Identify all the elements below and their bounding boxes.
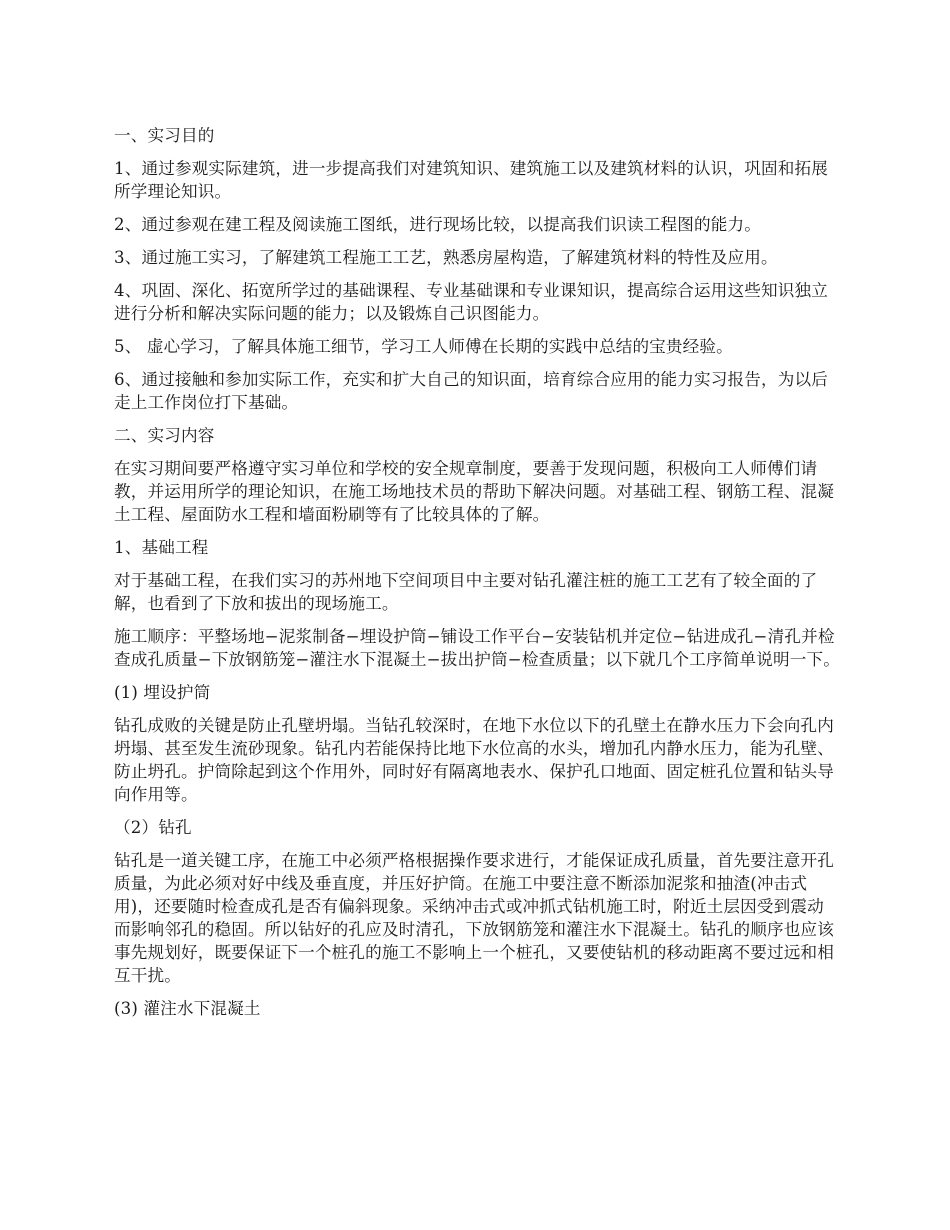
foundation-paragraph: 对于基础工程，在我们实习的苏州地下空间项目中主要对钻孔灌注桩的施工工艺有了较全面的了解，也看到了下放和拔出的现场施工。: [114, 571, 818, 613]
document-body: [114, 124, 840, 1030]
section-heading-purpose: 一、实习目的: [114, 126, 215, 145]
construction-sequence-paragraph: 施工顺序：平整场地−泥浆制备−埋设护筒−铺设工作平台−安装钻机并定位−钻进成孔−清孔并检查成孔质量−下放钢筋笼−灌注水下混凝土−拔出护筒−检查质量；以下就几个工序简单说明一下。: [114, 627, 840, 669]
casing-paragraph: 钻孔成败的关键是防止孔壁坍塌。当钻孔较深时，在地下水位以下的孔壁土在静水压力下会向孔内坍塌、甚至发生流砂现象。钻孔内若能保持比地下水位高的水头，增加孔内静水压力，能为孔壁、防止坍孔。护筒除起到这个作用外，同时好有隔离地表水、保护孔口地面、固定桩孔位置和钻头导向作用等。: [114, 716, 834, 804]
purpose-item-1: 1、通过参观实际建筑，进一步提高我们对建筑知识、建筑施工以及建筑材料的认识，巩固和拓展所学理论知识。: [114, 159, 828, 201]
purpose-item-3: 3、通过施工实习，了解建筑工程施工工艺，熟悉房屋构造，了解建筑材料的特性及应用。: [114, 248, 778, 267]
subheading-foundation: 1、基础工程: [114, 538, 209, 557]
purpose-item-5: 5、 虚心学习，了解具体施工细节，学习工人师傅在长期的实践中总结的宝贵经验。: [114, 337, 733, 356]
subheading-drilling: （2）钻孔: [114, 818, 192, 837]
purpose-item-2: 2、通过参观在建工程及阅读施工图纸，进行现场比较，以提高我们识读工程图的能力。: [114, 215, 761, 234]
purpose-item-4: 4、巩固、深化、拓宽所学过的基础课程、专业基础课和专业课知识，提高综合运用这些知识独立进行分析和解决实际问题的能力；以及锻炼自己识图能力。: [114, 281, 828, 323]
drilling-paragraph: 钻孔是一道关键工序，在施工中必须严格根据操作要求进行，才能保证成孔质量，首先要注意开孔质量，为此必须对好中线及垂直度，并压好护筒。在施工中要注意不断添加泥浆和抽渣(冲击式用)，还要随时检查成孔是否有偏斜现象。采纳冲击式或冲抓式钻机施工时，附近土层因受到震动而影响邻孔的稳固。所以钻好的孔应及时清孔，下放钢筋笼和灌注水下混凝土。钻孔的顺序也应该事先规划好，既要保证下一个桩孔的施工不影响上一个桩孔，又要使钻机的移动距离不要过远和相互干扰。: [114, 851, 834, 985]
subheading-concrete: (3) 灌注水下混凝土: [114, 999, 261, 1018]
subheading-casing: (1) 埋设护筒: [114, 683, 211, 702]
purpose-item-6: 6、通过接触和参加实际工作，充实和扩大自己的知识面，培育综合应用的能力实习报告，为以后走上工作岗位打下基础。: [114, 370, 828, 412]
section-heading-content: 二、实习内容: [114, 426, 215, 445]
content-intro-paragraph: 在实习期间要严格遵守实习单位和学校的安全规章制度，要善于发现问题，积极向工人师傅们请教，并运用所学的理论知识，在施工场地技术员的帮助下解决问题。对基础工程、钢筋工程、混凝土工程、屋面防水工程和墙面粉刷等有了比较具体的了解。: [114, 459, 834, 524]
